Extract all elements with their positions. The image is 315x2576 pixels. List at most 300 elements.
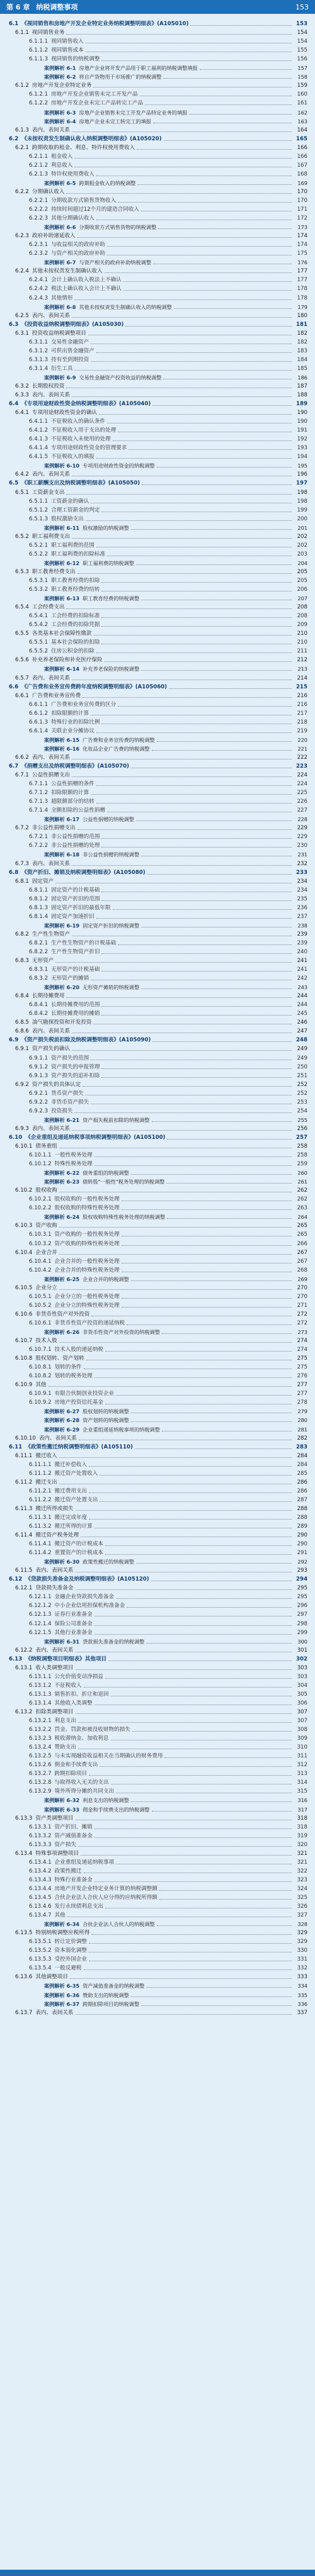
toc-entry[interactable] (8, 1062, 307, 1071)
toc-entry[interactable] (8, 390, 307, 399)
toc-entry[interactable] (8, 36, 307, 45)
toc-entry[interactable] (8, 452, 307, 461)
toc-leader-dots (100, 1766, 292, 1767)
toc-entry[interactable] (8, 576, 307, 585)
toc-entry-number: 6.4.1.1 (29, 418, 49, 425)
toc-entry[interactable] (8, 1124, 307, 1133)
toc-entry[interactable] (8, 549, 307, 558)
toc-entry[interactable] (8, 1521, 307, 1530)
toc-leader-dots (131, 529, 292, 530)
toc-leader-dots (167, 1218, 292, 1219)
toc-entry[interactable] (8, 1689, 307, 1698)
toc-entry[interactable] (8, 425, 307, 434)
toc-entry[interactable] (8, 1150, 307, 1159)
toc-entry[interactable] (8, 1389, 307, 1397)
toc-entry[interactable] (8, 1972, 307, 1981)
toc-entry[interactable] (8, 1910, 307, 1919)
toc-entry[interactable] (8, 1769, 307, 1778)
toc-entry[interactable] (8, 1813, 307, 1822)
toc-entry-number: 6.11.5 (15, 1567, 33, 1574)
toc-case-entry[interactable] (8, 72, 307, 81)
toc-entry[interactable] (8, 1141, 307, 1150)
toc-entry[interactable] (8, 532, 307, 540)
toc-entry[interactable] (8, 1672, 307, 1681)
toc-entry[interactable] (8, 2008, 307, 2017)
toc-entry[interactable] (8, 1283, 307, 1292)
toc-entry[interactable] (8, 1345, 307, 1353)
toc-case-entry[interactable] (8, 222, 307, 231)
toc-entry[interactable] (8, 1097, 307, 1106)
toc-entry[interactable] (8, 143, 307, 152)
toc-entry[interactable] (8, 938, 307, 947)
toc-leader-dots (96, 732, 292, 733)
toc-entry[interactable] (8, 1725, 307, 1733)
toc-entry[interactable] (8, 646, 307, 655)
toc-entry[interactable] (8, 399, 307, 408)
toc-entry[interactable] (8, 1840, 307, 1849)
toc-entry[interactable] (8, 912, 307, 921)
toc-entry[interactable] (8, 947, 307, 956)
toc-case-entry[interactable] (8, 257, 307, 266)
toc-entry[interactable] (8, 1133, 307, 1141)
toc-entry[interactable] (8, 1203, 307, 1212)
toc-leader-dots (76, 1669, 292, 1670)
toc-entry[interactable] (8, 505, 307, 514)
toc-entry[interactable] (8, 1089, 307, 1097)
toc-entry-number: 6.8.1 (15, 878, 29, 885)
toc-entry[interactable] (8, 1017, 307, 1026)
toc-entry[interactable] (8, 1504, 307, 1513)
toc-entry[interactable] (8, 478, 307, 487)
toc-entry[interactable] (8, 1000, 307, 1009)
toc-entry[interactable] (8, 1822, 307, 1831)
toc-entry-page: 208 (297, 604, 307, 611)
toc-case-entry[interactable] (8, 1212, 307, 1221)
toc-entry[interactable] (8, 240, 307, 249)
toc-entry[interactable] (8, 1681, 307, 1689)
toc-entry[interactable] (8, 540, 307, 549)
toc-entry[interactable] (8, 805, 307, 814)
toc-entry[interactable] (8, 973, 307, 982)
toc-entry[interactable] (8, 469, 307, 478)
toc-entry-page: 313 (297, 1771, 307, 1778)
toc-entry[interactable] (8, 894, 307, 903)
toc-entry[interactable] (8, 1574, 307, 1583)
toc-case-entry[interactable] (8, 1168, 307, 1177)
toc-leader-dots (59, 1253, 292, 1255)
toc-entry[interactable] (8, 602, 307, 611)
toc-entry-number: 案例解析 6-35 (44, 1983, 80, 1990)
toc-entry[interactable] (8, 1866, 307, 1875)
toc-entry[interactable] (8, 1486, 307, 1495)
toc-entry-page: 198 (297, 498, 307, 505)
toc-case-entry[interactable] (8, 593, 307, 602)
toc-entry-page: 245 (297, 1011, 307, 1017)
toc-entry-number: 6.1.2.1 (29, 91, 49, 98)
toc-entry[interactable] (8, 1106, 307, 1115)
toc-case-entry[interactable] (8, 1981, 307, 1990)
toc-entry[interactable] (8, 1954, 307, 1963)
toc-entry-page: 251 (297, 1072, 307, 1079)
toc-entry[interactable] (8, 1618, 307, 1627)
toc-entry[interactable] (8, 1371, 307, 1380)
toc-entry[interactable] (8, 160, 307, 169)
toc-entry-title: 资产损失税前扣除的纳税调整 (83, 1116, 150, 1123)
toc-entry-number: 6.10.3.2 (29, 1240, 52, 1247)
toc-entry[interactable] (8, 1530, 307, 1539)
toc-entry-title: 广告费和业务宣传费的区分 (51, 701, 117, 708)
toc-entry[interactable] (8, 1185, 307, 1194)
toc-entry-title: 资本弱化调整 (54, 1947, 88, 1954)
toc-entry[interactable] (8, 1229, 307, 1238)
toc-entry[interactable] (8, 125, 307, 134)
toc-entry[interactable] (8, 1857, 307, 1866)
toc-entry-title: 债务重组的纳税调整 (83, 1170, 129, 1177)
toc-entry[interactable] (8, 187, 307, 196)
toc-entry[interactable] (8, 134, 307, 143)
toc-entry[interactable] (8, 1044, 307, 1053)
toc-case-entry[interactable] (8, 1990, 307, 1998)
toc-case-entry[interactable] (8, 1637, 307, 1645)
toc-entry[interactable] (8, 991, 307, 1000)
toc-case-entry[interactable] (8, 744, 307, 753)
toc-entry[interactable] (8, 169, 307, 178)
toc-entry[interactable] (8, 868, 307, 876)
toc-entry[interactable] (8, 266, 307, 275)
toc-entry-page: 300 (297, 1638, 307, 1645)
toc-entry[interactable] (8, 1053, 307, 1061)
toc-case-entry[interactable] (8, 523, 307, 532)
toc-entry[interactable] (8, 204, 307, 213)
toc-entry-title: 不征税收入 (54, 1682, 82, 1689)
toc-entry[interactable] (8, 19, 307, 28)
toc-entry[interactable] (8, 28, 307, 36)
toc-entry[interactable] (8, 1654, 307, 1663)
toc-entry[interactable] (8, 1778, 307, 1786)
toc-case-entry[interactable] (8, 63, 307, 72)
toc-entry-page: 317 (297, 1806, 307, 1813)
toc-entry[interactable] (8, 832, 307, 841)
toc-entry[interactable] (8, 89, 307, 98)
toc-entry-number: 案例解析 6-32 (44, 1797, 80, 1804)
toc-entry[interactable] (8, 1159, 307, 1168)
toc-entry[interactable] (8, 761, 307, 770)
toc-entry[interactable] (8, 1875, 307, 1884)
toc-case-entry[interactable] (8, 814, 307, 823)
toc-entry[interactable] (8, 1937, 307, 1946)
toc-case-entry[interactable] (8, 1795, 307, 1804)
toc-entry-page: 161 (297, 100, 307, 107)
toc-case-entry[interactable] (8, 982, 307, 991)
toc-case-entry[interactable] (8, 107, 307, 116)
toc-entry[interactable] (8, 1742, 307, 1751)
toc-entry-number: 案例解析 6-27 (44, 1408, 80, 1415)
toc-leader-dots (101, 617, 292, 618)
toc-entry[interactable] (8, 1760, 307, 1769)
toc-entry[interactable] (8, 443, 307, 452)
toc-entry[interactable] (8, 1397, 307, 1406)
toc-entry[interactable] (8, 231, 307, 240)
toc-entry-number: 6.10.9 (15, 1382, 33, 1389)
toc-entry[interactable] (8, 213, 307, 222)
toc-entry[interactable] (8, 328, 307, 337)
toc-case-entry[interactable] (8, 664, 307, 673)
toc-entry[interactable] (8, 1353, 307, 1362)
toc-entry-page: 318 (297, 1815, 307, 1822)
toc-entry[interactable] (8, 885, 307, 894)
toc-entry[interactable] (8, 1733, 307, 1742)
toc-leader-dots (55, 961, 292, 963)
toc-entry[interactable] (8, 1221, 307, 1229)
toc-entry[interactable] (8, 514, 307, 523)
toc-entry[interactable] (8, 54, 307, 63)
toc-entry[interactable] (8, 1495, 307, 1504)
toc-entry[interactable] (8, 487, 307, 496)
toc-entry[interactable] (8, 346, 307, 355)
toc-case-entry[interactable] (8, 1406, 307, 1415)
toc-entry[interactable] (8, 196, 307, 204)
toc-entry[interactable] (8, 1071, 307, 1080)
toc-entry[interactable] (8, 1460, 307, 1469)
toc-entry[interactable] (8, 797, 307, 805)
toc-entry[interactable] (8, 1786, 307, 1795)
toc-case-entry[interactable] (8, 178, 307, 187)
toc-entry[interactable] (8, 1707, 307, 1716)
toc-entry[interactable] (8, 1716, 307, 1725)
toc-entry-page: 174 (297, 233, 307, 240)
toc-entry-title: 其他 (35, 1382, 47, 1389)
toc-entry[interactable] (8, 1583, 307, 1592)
toc-entry[interactable] (8, 1292, 307, 1301)
toc-entry[interactable] (8, 788, 307, 797)
toc-case-entry[interactable] (8, 1415, 307, 1424)
toc-entry[interactable] (8, 1849, 307, 1857)
toc-leader-dots (100, 1474, 292, 1476)
toc-entry-number: 6.10.6 (15, 1311, 33, 1318)
toc-entry[interactable] (8, 1238, 307, 1247)
toc-entry[interactable] (8, 779, 307, 788)
toc-entry[interactable] (8, 753, 307, 761)
toc-case-entry[interactable] (8, 302, 307, 311)
toc-entry[interactable] (8, 1751, 307, 1760)
toc-entry[interactable] (8, 1901, 307, 1910)
toc-entry-title: 企业合并的纳税调整 (83, 1275, 129, 1282)
toc-case-entry[interactable] (8, 1557, 307, 1565)
toc-case-entry[interactable] (8, 921, 307, 929)
toc-entry-number: 6.3.3 (15, 392, 29, 399)
toc-entry-number: 6.5.4.1 (29, 613, 49, 620)
toc-entry[interactable] (8, 1257, 307, 1265)
toc-entry[interactable] (8, 1035, 307, 1044)
toc-entry-page: 180 (297, 312, 307, 319)
toc-leader-dots (111, 1695, 292, 1696)
toc-entry[interactable] (8, 700, 307, 708)
toc-entry-number: 案例解析 6-33 (44, 1806, 80, 1813)
toc-entry-number: 6.12.1.2 (29, 1603, 52, 1610)
toc-entry-page: 327 (297, 1912, 307, 1919)
toc-entry[interactable] (8, 293, 307, 301)
toc-case-entry[interactable] (8, 372, 307, 381)
toc-entry[interactable] (8, 1663, 307, 1672)
toc-case-entry[interactable] (8, 1999, 307, 2008)
toc-entry[interactable] (8, 1336, 307, 1345)
toc-entry[interactable] (8, 408, 307, 417)
toc-entry[interactable] (8, 381, 307, 390)
toc-entry[interactable] (8, 1884, 307, 1893)
toc-entry[interactable] (8, 876, 307, 885)
toc-case-entry[interactable] (8, 1327, 307, 1336)
toc-entry[interactable] (8, 496, 307, 505)
toc-entry[interactable] (8, 611, 307, 620)
toc-entry[interactable] (8, 1318, 307, 1327)
toc-leader-dots (116, 1792, 292, 1793)
toc-entry[interactable] (8, 956, 307, 965)
toc-entry-page: 232 (297, 860, 307, 867)
toc-entry-title: 非公益性捐赠的范围 (51, 834, 100, 841)
toc-entry[interactable] (8, 1380, 307, 1389)
toc-case-entry[interactable] (8, 1424, 307, 1433)
toc-entry[interactable] (8, 1698, 307, 1707)
toc-entry[interactable] (8, 726, 307, 735)
toc-entry[interactable] (8, 434, 307, 443)
toc-case-entry[interactable] (8, 558, 307, 567)
toc-entry-number: 6.3.1.4 (29, 365, 49, 372)
toc-case-entry[interactable] (8, 735, 307, 744)
toc-entry[interactable] (8, 1265, 307, 1274)
toc-leader-dots (141, 855, 292, 856)
toc-entry-number: 6.9.1.2 (29, 1063, 49, 1070)
toc-entry-title: 视同销售的纳税调整 (51, 56, 100, 63)
toc-entry[interactable] (8, 1469, 307, 1477)
toc-entry[interactable] (8, 1513, 307, 1521)
toc-entry[interactable] (8, 1433, 307, 1442)
toc-entry-title: 长期待摊费用 (32, 993, 65, 1000)
toc-entry[interactable] (8, 1928, 307, 1937)
toc-leader-dots (167, 1138, 292, 1140)
toc-entry[interactable] (8, 1893, 307, 1901)
toc-entry[interactable] (8, 1592, 307, 1601)
toc-entry[interactable] (8, 364, 307, 372)
toc-entry[interactable] (8, 1026, 307, 1035)
toc-entry[interactable] (8, 45, 307, 54)
toc-leader-dots (94, 1633, 292, 1635)
toc-entry[interactable] (8, 1628, 307, 1637)
toc-entry-title: 利息收入 (51, 162, 73, 169)
toc-entry[interactable] (8, 770, 307, 779)
toc-entry[interactable] (8, 1248, 307, 1257)
toc-entry[interactable] (8, 81, 307, 89)
toc-entry-number: 6.8.4.1 (29, 1002, 49, 1009)
toc-entry-page: 289 (297, 1523, 307, 1530)
toc-entry-title: 公允价值变动净损益 (54, 1673, 103, 1680)
toc-entry[interactable] (8, 1451, 307, 1460)
toc-entry[interactable] (8, 637, 307, 646)
toc-case-entry[interactable] (8, 116, 307, 125)
toc-case-entry[interactable] (8, 849, 307, 858)
toc-entry[interactable] (8, 1548, 307, 1557)
toc-entry[interactable] (8, 1194, 307, 1203)
toc-entry[interactable] (8, 708, 307, 717)
toc-entry[interactable] (8, 337, 307, 346)
toc-entry[interactable] (8, 417, 307, 425)
toc-case-entry[interactable] (8, 1274, 307, 1283)
toc-entry[interactable] (8, 567, 307, 576)
toc-entry[interactable] (8, 1477, 307, 1486)
toc-entry[interactable] (8, 1309, 307, 1318)
toc-entry[interactable] (8, 965, 307, 973)
toc-entry[interactable] (8, 1009, 307, 1017)
toc-entry-number: 6.13.1 (15, 1664, 33, 1671)
toc-entry[interactable] (8, 249, 307, 257)
toc-entry[interactable] (8, 620, 307, 629)
toc-entry[interactable] (8, 98, 307, 107)
toc-entry[interactable] (8, 284, 307, 293)
toc-entry[interactable] (8, 1601, 307, 1610)
toc-entry[interactable] (8, 629, 307, 637)
toc-entry[interactable] (8, 152, 307, 160)
toc-entry-number: 6.7.1.3 (29, 798, 49, 805)
toc-leader-dots (96, 546, 292, 547)
toc-entry[interactable] (8, 841, 307, 849)
toc-entry[interactable] (8, 585, 307, 593)
toc-entry[interactable] (8, 1362, 307, 1371)
toc-entry-number: 6.9.1.1 (29, 1055, 49, 1061)
toc-entry-title: 职工福利费的范围 (51, 542, 94, 549)
toc-entry-title: 租金收入 (51, 153, 73, 160)
toc-case-entry[interactable] (8, 1115, 307, 1124)
toc-entry-page: 219 (297, 727, 307, 734)
toc-entry[interactable] (8, 858, 307, 867)
toc-case-entry[interactable] (8, 461, 307, 469)
toc-entry-number: 6.11.1 (15, 1452, 33, 1459)
toc-entry[interactable] (8, 1442, 307, 1451)
toc-case-entry[interactable] (8, 1177, 307, 1185)
toc-leader-dots (111, 1739, 292, 1740)
toc-entry[interactable] (8, 1080, 307, 1089)
toc-entry[interactable] (8, 355, 307, 364)
toc-entry[interactable] (8, 673, 307, 681)
toc-entry[interactable] (8, 929, 307, 938)
toc-entry[interactable] (8, 1645, 307, 1654)
toc-entry-page: 208 (297, 613, 307, 620)
toc-entry[interactable] (8, 717, 307, 726)
toc-entry[interactable] (8, 1565, 307, 1574)
toc-entry-title: 分期确认收入 (32, 188, 65, 195)
toc-entry[interactable] (8, 655, 307, 664)
toc-entry-title: 企业合并的一般性税务处理 (54, 1258, 120, 1265)
toc-case-entry[interactable] (8, 1804, 307, 1813)
toc-entry[interactable] (8, 823, 307, 832)
toc-leader-dots (136, 564, 292, 565)
toc-entry[interactable] (8, 1610, 307, 1618)
toc-entry[interactable] (8, 903, 307, 912)
toc-entry[interactable] (8, 1301, 307, 1309)
toc-entry-title: 非货币性资产对外投资的纳税调整 (83, 1328, 160, 1335)
toc-entry[interactable] (8, 682, 307, 691)
toc-entry[interactable] (8, 1963, 307, 1972)
toc-entry-page: 298 (297, 1620, 307, 1627)
toc-entry[interactable] (8, 1946, 307, 1954)
toc-entry[interactable] (8, 311, 307, 320)
toc-entry[interactable] (8, 275, 307, 284)
toc-case-entry[interactable] (8, 1919, 307, 1928)
toc-entry[interactable] (8, 691, 307, 700)
toc-entry[interactable] (8, 1831, 307, 1840)
toc-entry-title: 技术入股的递延纳税 (54, 1347, 103, 1353)
toc-entry[interactable] (8, 320, 307, 328)
toc-entry-page: 160 (297, 91, 307, 98)
toc-entry[interactable] (8, 1539, 307, 1548)
